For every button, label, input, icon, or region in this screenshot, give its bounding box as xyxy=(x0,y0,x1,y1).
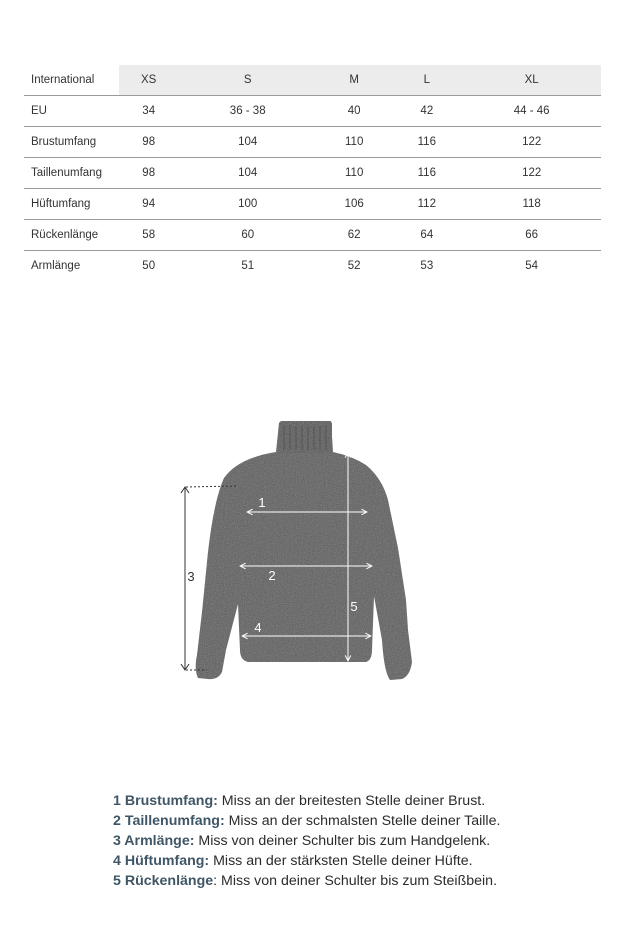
size-table xyxy=(24,65,601,281)
legend-key: 3 Armlänge: xyxy=(113,833,195,849)
row-label: Rückenlänge xyxy=(24,220,119,251)
cell: 110 xyxy=(317,127,391,158)
header-l: L xyxy=(391,65,462,96)
legend-text: Miss von deiner Schulter bis zum Handgelenk. xyxy=(194,833,491,849)
legend-item-taillenumfang xyxy=(113,811,500,831)
cell: 64 xyxy=(391,220,462,251)
header-xl: XL xyxy=(462,65,601,96)
cell: 53 xyxy=(420,260,434,272)
cell: 122 xyxy=(462,158,601,189)
header-international: International xyxy=(24,65,119,96)
cell: 42 xyxy=(391,96,462,127)
measure-label-5: 5 xyxy=(350,599,358,614)
turtleneck-collar xyxy=(279,421,332,453)
legend-item-hueftumfang xyxy=(113,851,500,871)
cell: 62 xyxy=(317,220,391,251)
legend-key: 4 Hüftumfang: xyxy=(113,853,210,869)
size-row-armlaenge xyxy=(24,251,601,282)
row-label: Hüftumfang xyxy=(24,189,119,220)
cell: 104 xyxy=(178,158,317,189)
cell: 100 xyxy=(178,189,317,220)
cell: 118 xyxy=(462,189,601,220)
legend-text: Miss an der stärksten Stelle deiner Hüfte. xyxy=(209,853,473,869)
header-xs: XS xyxy=(119,65,178,96)
sweater-image xyxy=(196,421,412,680)
row-label: Taillenumfang xyxy=(24,158,119,189)
cell: 40 xyxy=(317,96,391,127)
legend-key: 5 Rückenlänge xyxy=(113,873,214,889)
row-label: Brustumfang xyxy=(24,127,119,158)
legend-key: 2 Taillenumfang: xyxy=(113,813,225,829)
legend-item-armlaenge xyxy=(113,831,500,851)
measure-label-4: 4 xyxy=(254,620,262,635)
size-row-eu xyxy=(24,96,601,127)
cell: 98 xyxy=(119,127,178,158)
cell: 50 xyxy=(142,260,156,272)
cell: 116 xyxy=(391,158,462,189)
sweater-measurement-figure xyxy=(160,400,460,700)
legend-key: 1 Brustumfang: xyxy=(113,793,218,809)
measure-label-2: 2 xyxy=(268,568,276,583)
cell: 60 xyxy=(178,220,317,251)
measurement-legend xyxy=(113,791,500,891)
cell: 104 xyxy=(178,127,317,158)
header-s: S xyxy=(178,65,317,96)
cell: 116 xyxy=(391,127,462,158)
cell: 52 xyxy=(347,260,361,272)
legend-text: : Miss von deiner Schulter bis zum Steißbein. xyxy=(213,873,498,889)
legend-text: Miss an der schmalsten Stelle deiner Taille. xyxy=(224,813,501,829)
row-label: EU xyxy=(24,96,119,127)
measure-label-1: 1 xyxy=(258,495,266,510)
cell: 110 xyxy=(317,158,391,189)
cell: 112 xyxy=(391,189,462,220)
cell: 122 xyxy=(462,127,601,158)
legend-item-brustumfang xyxy=(113,791,500,811)
row-label: Armlänge xyxy=(31,260,81,272)
measure-label-3: 3 xyxy=(187,569,195,584)
size-header-row xyxy=(24,65,601,96)
size-row-brustumfang xyxy=(24,127,601,158)
cell: 34 xyxy=(119,96,178,127)
cell: 66 xyxy=(462,220,601,251)
size-row-taillenumfang xyxy=(24,158,601,189)
cell: 54 xyxy=(525,260,539,272)
size-row-rueckenlaenge xyxy=(24,220,601,251)
cell: 58 xyxy=(119,220,178,251)
sweater-body xyxy=(196,421,412,680)
legend-item-rueckenlaenge xyxy=(113,871,500,891)
legend-text: Miss an der breitesten Stelle deiner Brust. xyxy=(217,793,486,809)
size-row-hueftumfang xyxy=(24,189,601,220)
cell: 94 xyxy=(119,189,178,220)
cell: 44 - 46 xyxy=(462,96,601,127)
cell: 98 xyxy=(119,158,178,189)
cell: 36 - 38 xyxy=(178,96,317,127)
cell: 106 xyxy=(317,189,391,220)
header-m: M xyxy=(317,65,391,96)
cell: 51 xyxy=(241,260,255,272)
